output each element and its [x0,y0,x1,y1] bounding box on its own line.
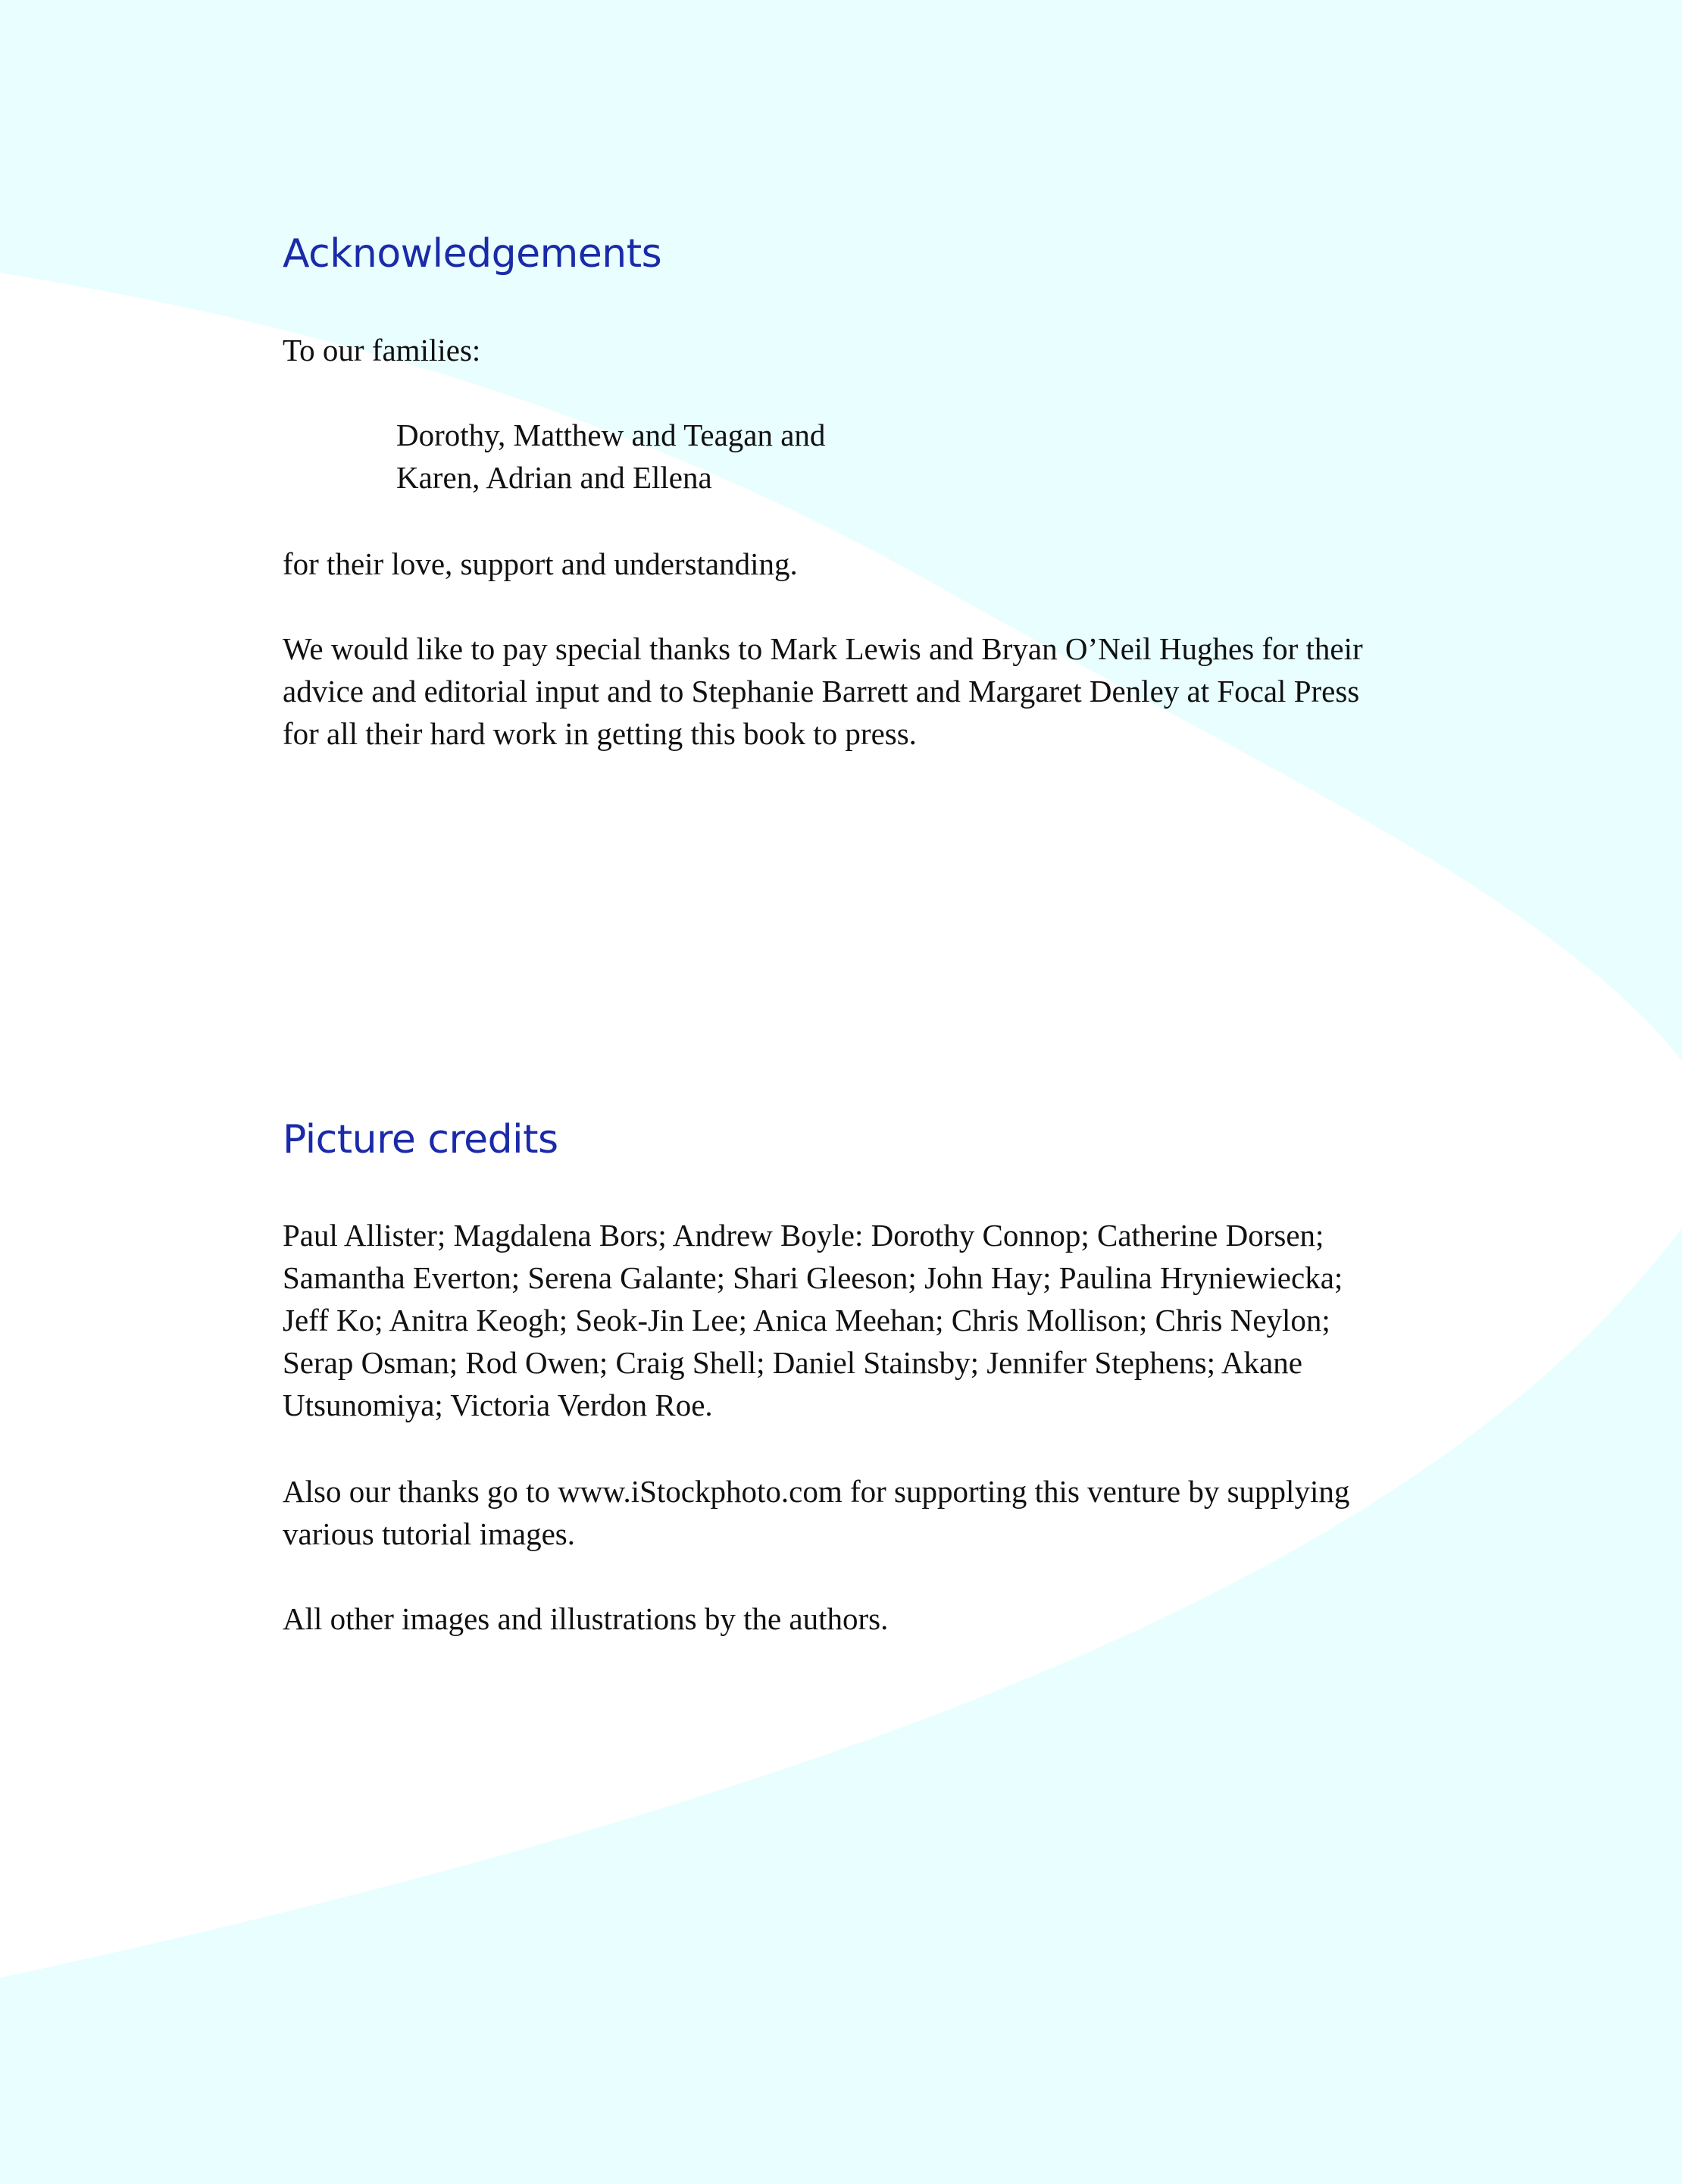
special-thanks-line: We would like to pay special thanks to Mark Lewis and Bryan O’Neil Hughes for their [283,631,1363,666]
credits-names-line: Utsunomiya; Victoria Verdon Roe. [283,1388,713,1422]
acknowledgements-intro: To our families: [283,333,481,368]
families-line: Karen, Adrian and Ellena [396,460,712,495]
credits-names-paragraph [283,1214,1343,1426]
istock-thanks-line: various tutorial images. [283,1516,575,1551]
credits-names-line: Samantha Everton; Serena Galante; Shari Gleeson; John Hay; Paulina Hryniewiecka; [283,1260,1343,1295]
acknowledgements-heading: Acknowledgements [283,231,662,277]
istock-thanks-paragraph [283,1470,1349,1555]
picture-credits-heading: Picture credits [283,1117,558,1162]
other-images-note: All other images and illustrations by the authors. [283,1601,889,1636]
credits-names-line: Paul Allister; Magdalena Bors; Andrew Boyle: Dorothy Connop; Catherine Dorsen; [283,1218,1324,1253]
credits-names-line: Jeff Ko; Anitra Keogh; Seok-Jin Lee; Anica Meehan; Chris Mollison; Chris Neylon; [283,1303,1330,1338]
istock-thanks-line: Also our thanks go to www.iStockphoto.com for supporting this venture by supplying [283,1474,1350,1509]
credits-names-line: Serap Osman; Rod Owen; Craig Shell; Daniel Stainsby; Jennifer Stephens; Akane [283,1345,1302,1380]
acknowledgements-closing: for their love, support and understanding. [283,546,798,581]
families-list [396,414,825,499]
special-thanks-line: for all their hard work in getting this book to press. [283,716,917,751]
special-thanks-paragraph [283,627,1363,755]
special-thanks-line: advice and editorial input and to Stephanie Barrett and Margaret Denley at Focal Press [283,674,1360,709]
families-line: Dorothy, Matthew and Teagan and [396,418,826,452]
